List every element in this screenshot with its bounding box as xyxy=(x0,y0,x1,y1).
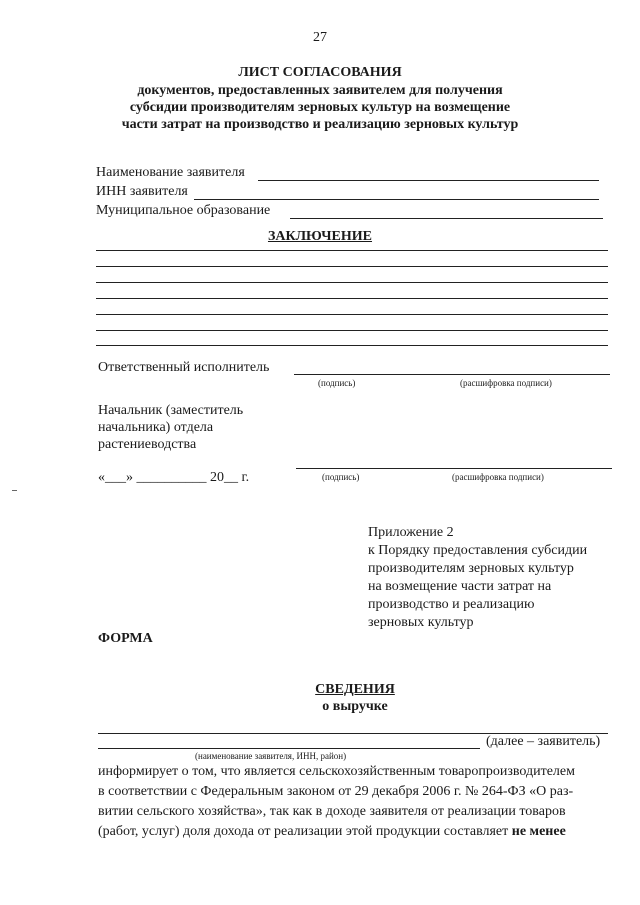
info-subheading: о выручке xyxy=(322,699,388,714)
municipality-label: Муниципальное образование xyxy=(96,203,271,218)
info-paragraph xyxy=(98,762,616,842)
signature-decode-caption: (расшифровка подписи) xyxy=(460,378,552,388)
sheet-subtitle-line1: документов, предоставленных заявителем для получения xyxy=(137,83,503,98)
municipality-line[interactable] xyxy=(290,218,603,219)
signature-caption: (подпись) xyxy=(318,378,356,388)
appendix-line: производителям зерновых культур xyxy=(368,561,574,576)
appendix-block xyxy=(368,524,628,632)
signature-caption: (подпись) xyxy=(322,472,360,482)
date-field[interactable]: «___» __________ 20__ г. xyxy=(98,470,250,485)
appendix-line: на возмещение части затрат на xyxy=(368,579,552,594)
paragraph-line: витии сельского хозяйства», так как в доходе заявителя от реализации товаров xyxy=(98,804,566,819)
paragraph-line: (работ, услуг) доля дохода от реализации этой продукции составляет не менее xyxy=(98,824,566,839)
conclusion-heading: ЗАКЛЮЧЕНИЕ xyxy=(267,229,373,244)
applicant-inn-line[interactable] xyxy=(194,199,599,200)
head-title-line1: Начальник (заместитель xyxy=(98,403,244,418)
signature-decode-caption: (расшифровка подписи) xyxy=(452,472,544,482)
appendix-line: производство и реализацию xyxy=(368,597,535,612)
conclusion-line[interactable] xyxy=(96,282,608,283)
conclusion-line[interactable] xyxy=(96,298,608,299)
conclusion-line[interactable] xyxy=(96,266,608,267)
sheet-subtitle-line3: части затрат на производство и реализацию зерновых культур xyxy=(121,117,519,132)
conclusion-line[interactable] xyxy=(96,250,608,251)
applicant-info-line[interactable] xyxy=(98,748,480,749)
applicant-name-label: Наименование заявителя xyxy=(96,165,245,180)
head-signature-line[interactable] xyxy=(296,468,612,469)
emphasis-text: не менее xyxy=(511,824,566,839)
conclusion-line[interactable] xyxy=(96,345,608,346)
form-label: ФОРМА xyxy=(98,631,153,646)
conclusion-line[interactable] xyxy=(96,314,608,315)
responsible-signature-line[interactable] xyxy=(294,374,610,375)
applicant-caption: (наименование заявителя, ИНН, район) xyxy=(195,751,347,761)
head-title-line2: начальника) отдела xyxy=(98,420,214,435)
sheet-title: ЛИСТ СОГЛАСОВАНИЯ xyxy=(238,65,402,80)
appendix-line: зерновых культур xyxy=(368,615,474,630)
responsible-executor-label: Ответственный исполнитель xyxy=(98,360,270,375)
applicant-inn-label: ИНН заявителя xyxy=(96,184,188,199)
page-number: 27 xyxy=(313,30,327,45)
info-heading: СВЕДЕНИЯ xyxy=(315,682,395,697)
appendix-line: к Порядку предоставления субсидии xyxy=(368,543,588,558)
applicant-suffix: (далее – заявитель) xyxy=(486,734,601,749)
sheet-subtitle-line2: субсидии производителям зерновых культур на возмещение xyxy=(129,100,511,115)
applicant-name-line[interactable] xyxy=(258,180,599,181)
head-title-line3: растениеводства xyxy=(98,437,197,452)
margin-mark xyxy=(12,490,17,491)
paragraph-line: информирует о том, что является сельскохозяйственным товаропроизводителем xyxy=(98,764,575,779)
appendix-line: Приложение 2 xyxy=(368,525,454,540)
conclusion-line[interactable] xyxy=(96,330,608,331)
paragraph-line: в соответствии с Федеральным законом от 29 декабря 2006 г. № 264-ФЗ «О раз- xyxy=(98,784,574,799)
